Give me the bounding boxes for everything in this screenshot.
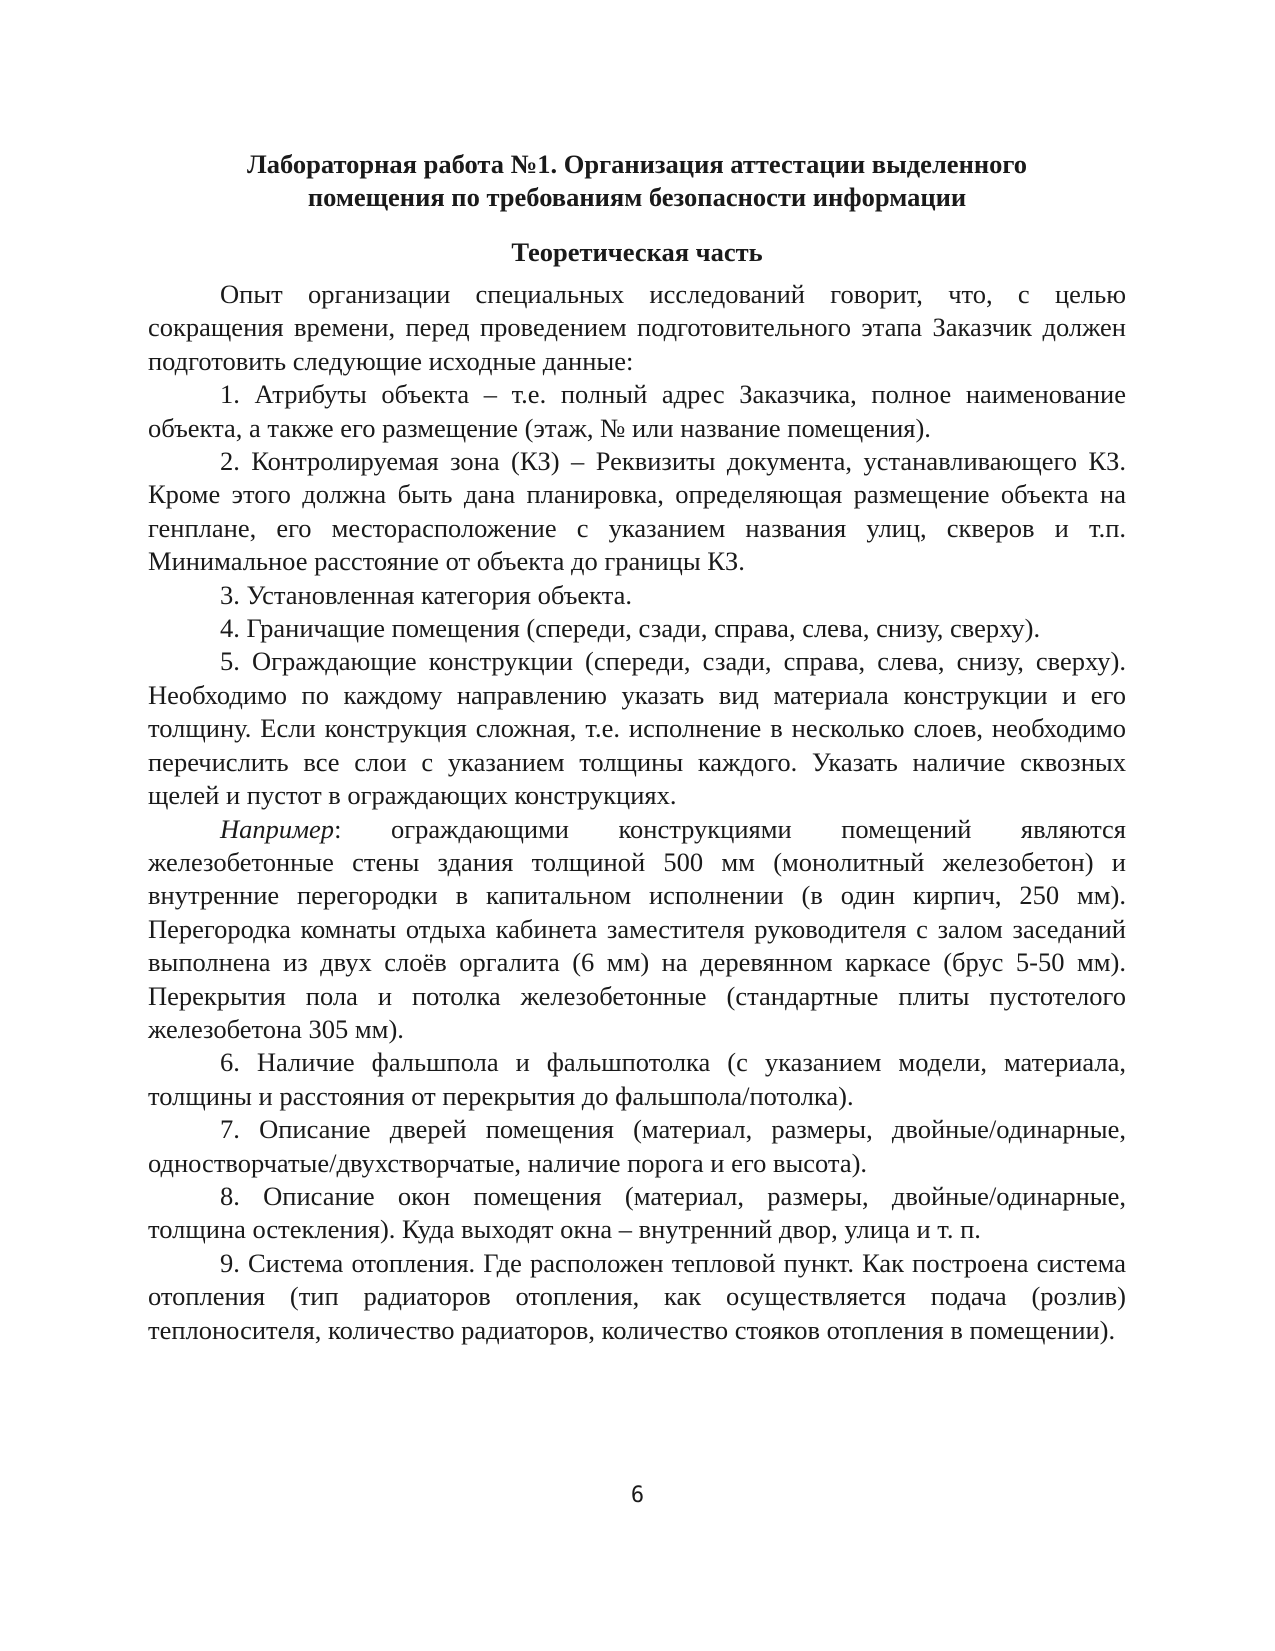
- section-heading: Теоретическая часть: [511, 237, 763, 267]
- example-paragraph: [148, 813, 1126, 1047]
- intro-paragraph: Опыт организации специальных исследований говорит, что, с целью сокращения времени, перед проведением подготовительного этапа Заказчик должен подготовить следующие исходные данные:: [148, 279, 1126, 376]
- list-item: 9. Система отопления. Где расположен тепловой пункт. Как построена система отопления (тип радиаторов отопления, как осуществляется подача (розлив) теплоносителя, количество радиаторов, количество стояков отопления в помещении).: [148, 1247, 1126, 1345]
- list-item: 4. Граничащие помещения (спереди, сзади, справа, слева, снизу, сверху).: [220, 613, 1041, 644]
- example-text: : ограждающими конструкциями помещений являются железобетонные стены здания толщиной 500 мм (монолитный железобетон) и внутренние перегородки в капитальном исполнении (в один кирпич, 250 мм). Перегородка комнаты отдыха кабинета заместителя руководителя с залом заседаний выполнена из двух слоёв оргалита (6 мм) на деревянном каркасе (брус 5-50 мм). Перекрытия пола и потолка железобетонные (стандартные плиты пустотелого железобетона 305 мм).: [148, 813, 1126, 1044]
- list-item: 3. Установленная категория объекта.: [220, 579, 632, 610]
- document-title: [148, 148, 1126, 214]
- page-number: 6: [630, 1483, 645, 1508]
- list-item: 6. Наличие фальшпола и фальшпотолка (с указанием модели, материала, толщины и расстояния от перекрытия до фальшпола/потолка).: [148, 1047, 1126, 1111]
- list-item: 8. Описание окон помещения (материал, размеры, двойные/одинарные, толщина остекления). Куда выходят окна – внутренний двор, улица и т. п.: [148, 1180, 1126, 1245]
- list-item: 2. Контролируемая зона (КЗ) – Реквизиты документа, устанавливающего КЗ. Кроме этого должна быть дана планировка, определяющая размещение объекта на генплане, его месторасположение с указанием названия улиц, скверов и т.п. Минимальное расстояние от объекта до границы КЗ.: [148, 446, 1126, 577]
- list-item: 7. Описание дверей помещения (материал, размеры, двойные/одинарные, одностворчатые/двухстворчатые, наличие порога и его высота).: [148, 1114, 1126, 1178]
- document-page: [148, 148, 1126, 1347]
- list-item: 1. Атрибуты объекта – т.е. полный адрес Заказчика, полное наименование объекта, а также его размещение (этаж, № или название помещения).: [148, 379, 1126, 443]
- title-line-2: помещения по требованиям безопасности информации: [307, 182, 967, 212]
- list-item: 5. Ограждающие конструкции (спереди, сзади, справа, слева, снизу, сверху). Необходимо по каждому направлению указать вид материала конструкции и его толщину. Если конструкция сложная, т.е. исполнение в несколько слоев, необходимо перечислить все слои с указанием толщины каждого. Указать наличие сквозных щелей и пустот в ограждающих конструкциях.: [148, 646, 1126, 811]
- example-label: Например: [220, 813, 335, 844]
- title-line-1: Лабораторная работа №1. Организация аттестации выделенного: [247, 149, 1027, 179]
